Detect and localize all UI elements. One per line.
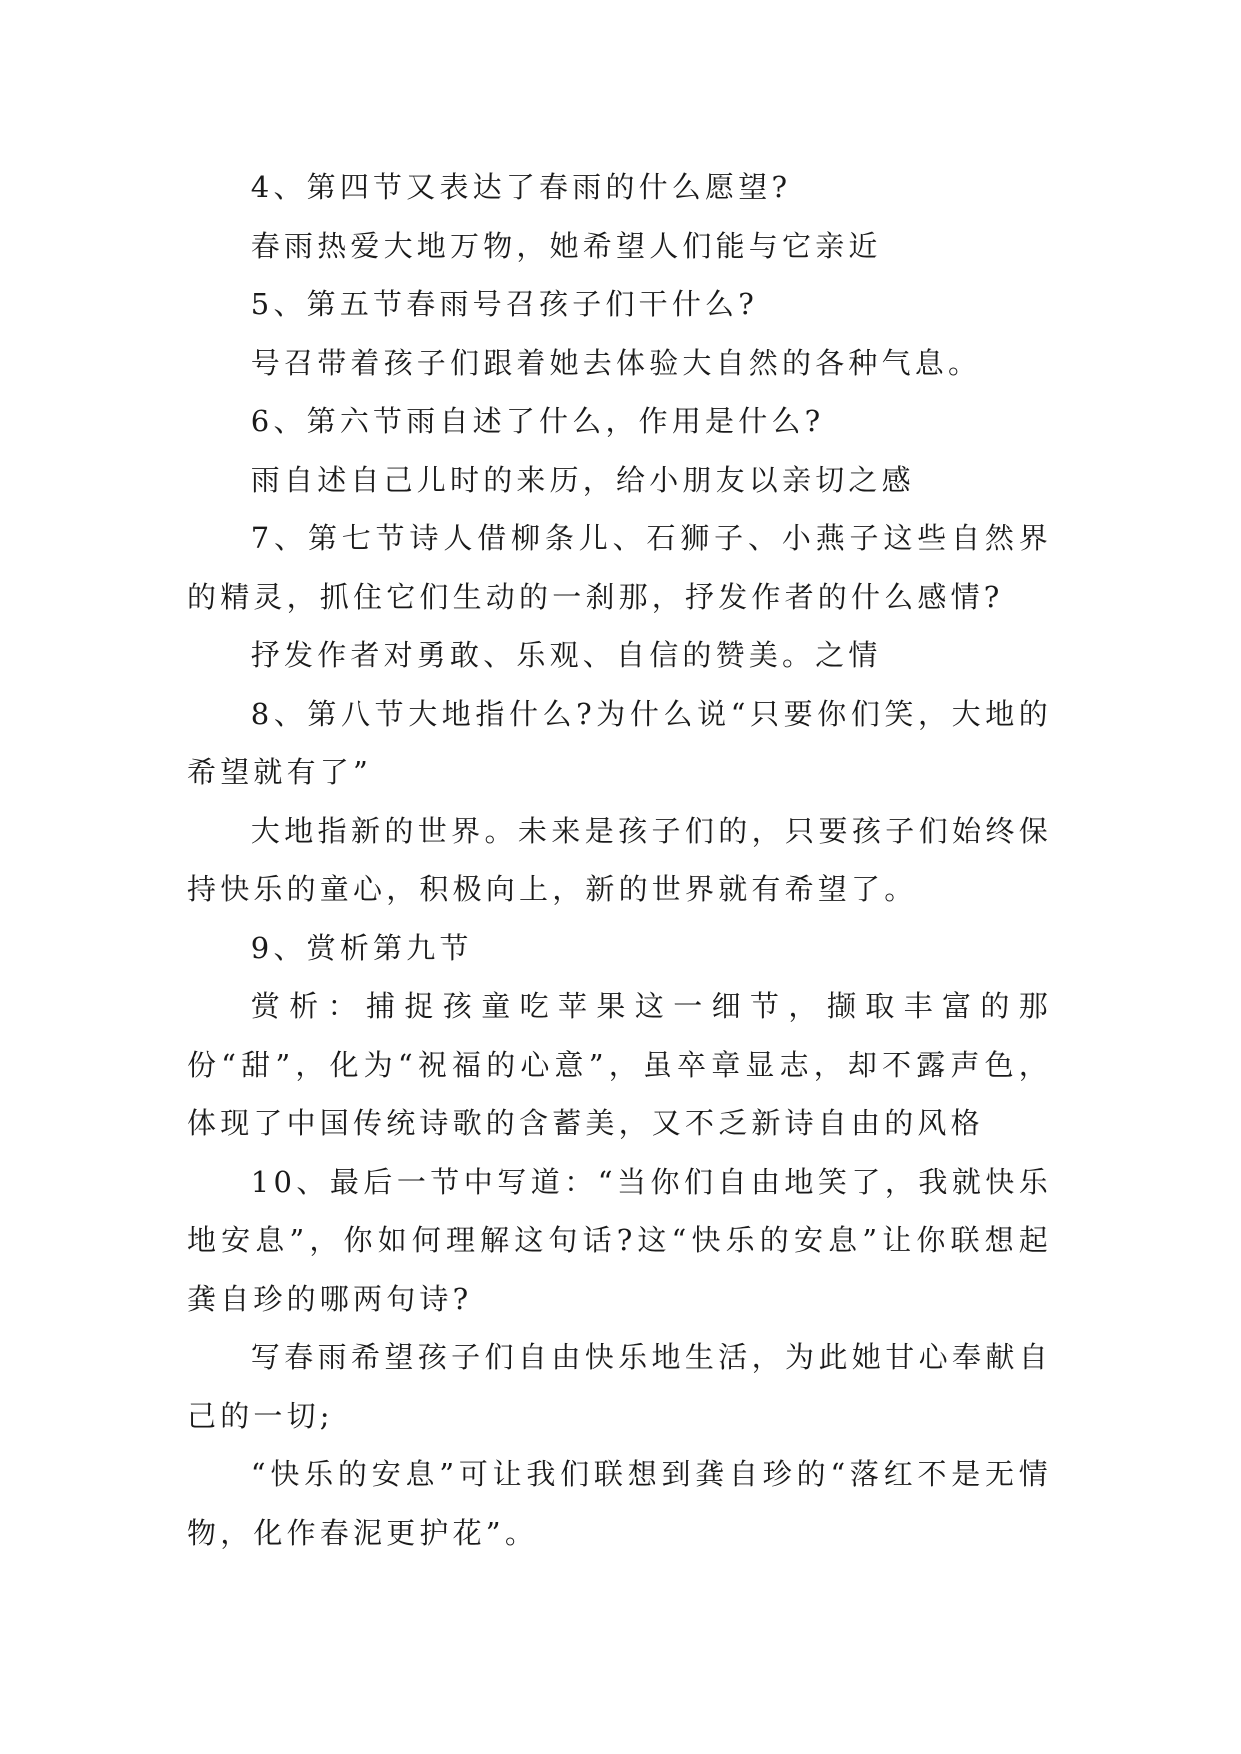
answer-4: 春雨热爱大地万物，她希望人们能与它亲近 (250, 228, 882, 263)
question-4: 4、第四节又表达了春雨的什么愿望? (250, 170, 792, 204)
answer-8: 大地指新的世界。未来是孩子们的，只要孩子们始终保持快乐的童心，积极向上，新的世界就有希望了。 (187, 813, 1052, 906)
question-5: 5、第五节春雨号召孩子们干什么? (250, 287, 758, 321)
answer-10-part-1: 写春雨希望孩子们自由快乐地生活，为此她甘心奉献自己的一切; (187, 1340, 1052, 1433)
answer-6: 雨自述自己儿时的来历，给小朋友以亲切之感 (250, 462, 915, 497)
question-7: 7、第七节诗人借柳条儿、石狮子、小燕子这些自然界的精灵，抓住它们生动的一刹那，抒发作者的什么感情? (187, 521, 1052, 614)
answer-7: 抒发作者对勇敢、乐观、自信的赞美。之情 (250, 638, 882, 672)
question-9: 9、赏析第九节 (250, 930, 473, 965)
answer-5: 号召带着孩子们跟着她去体验大自然的各种气息。 (250, 345, 982, 380)
question-6: 6、第六节雨自述了什么，作用是什么? (250, 404, 825, 438)
answer-10-part-2: “快乐的安息”可让我们联想到龚自珍的“落红不是无情物，化作春泥更护花”。 (187, 1457, 1052, 1550)
answer-9: 赏析：捕捉孩童吃苹果这一细节，撷取丰富的那份“甜”，化为“祝福的心意”，虽卒章显志，却不露声色，体现了中国传统诗歌的含蓄美，又不乏新诗自由的风格 (187, 989, 1052, 1140)
question-8: 8、第八节大地指什么?为什么说“只要你们笑，大地的希望就有了” (187, 696, 1052, 789)
question-10: 10、最后一节中写道：“当你们自由地笑了，我就快乐地安息”，你如何理解这句话?这“快乐的安息”让你联想起龚自珍的哪两句诗? (187, 1164, 1052, 1316)
document-body (187, 158, 1052, 1562)
